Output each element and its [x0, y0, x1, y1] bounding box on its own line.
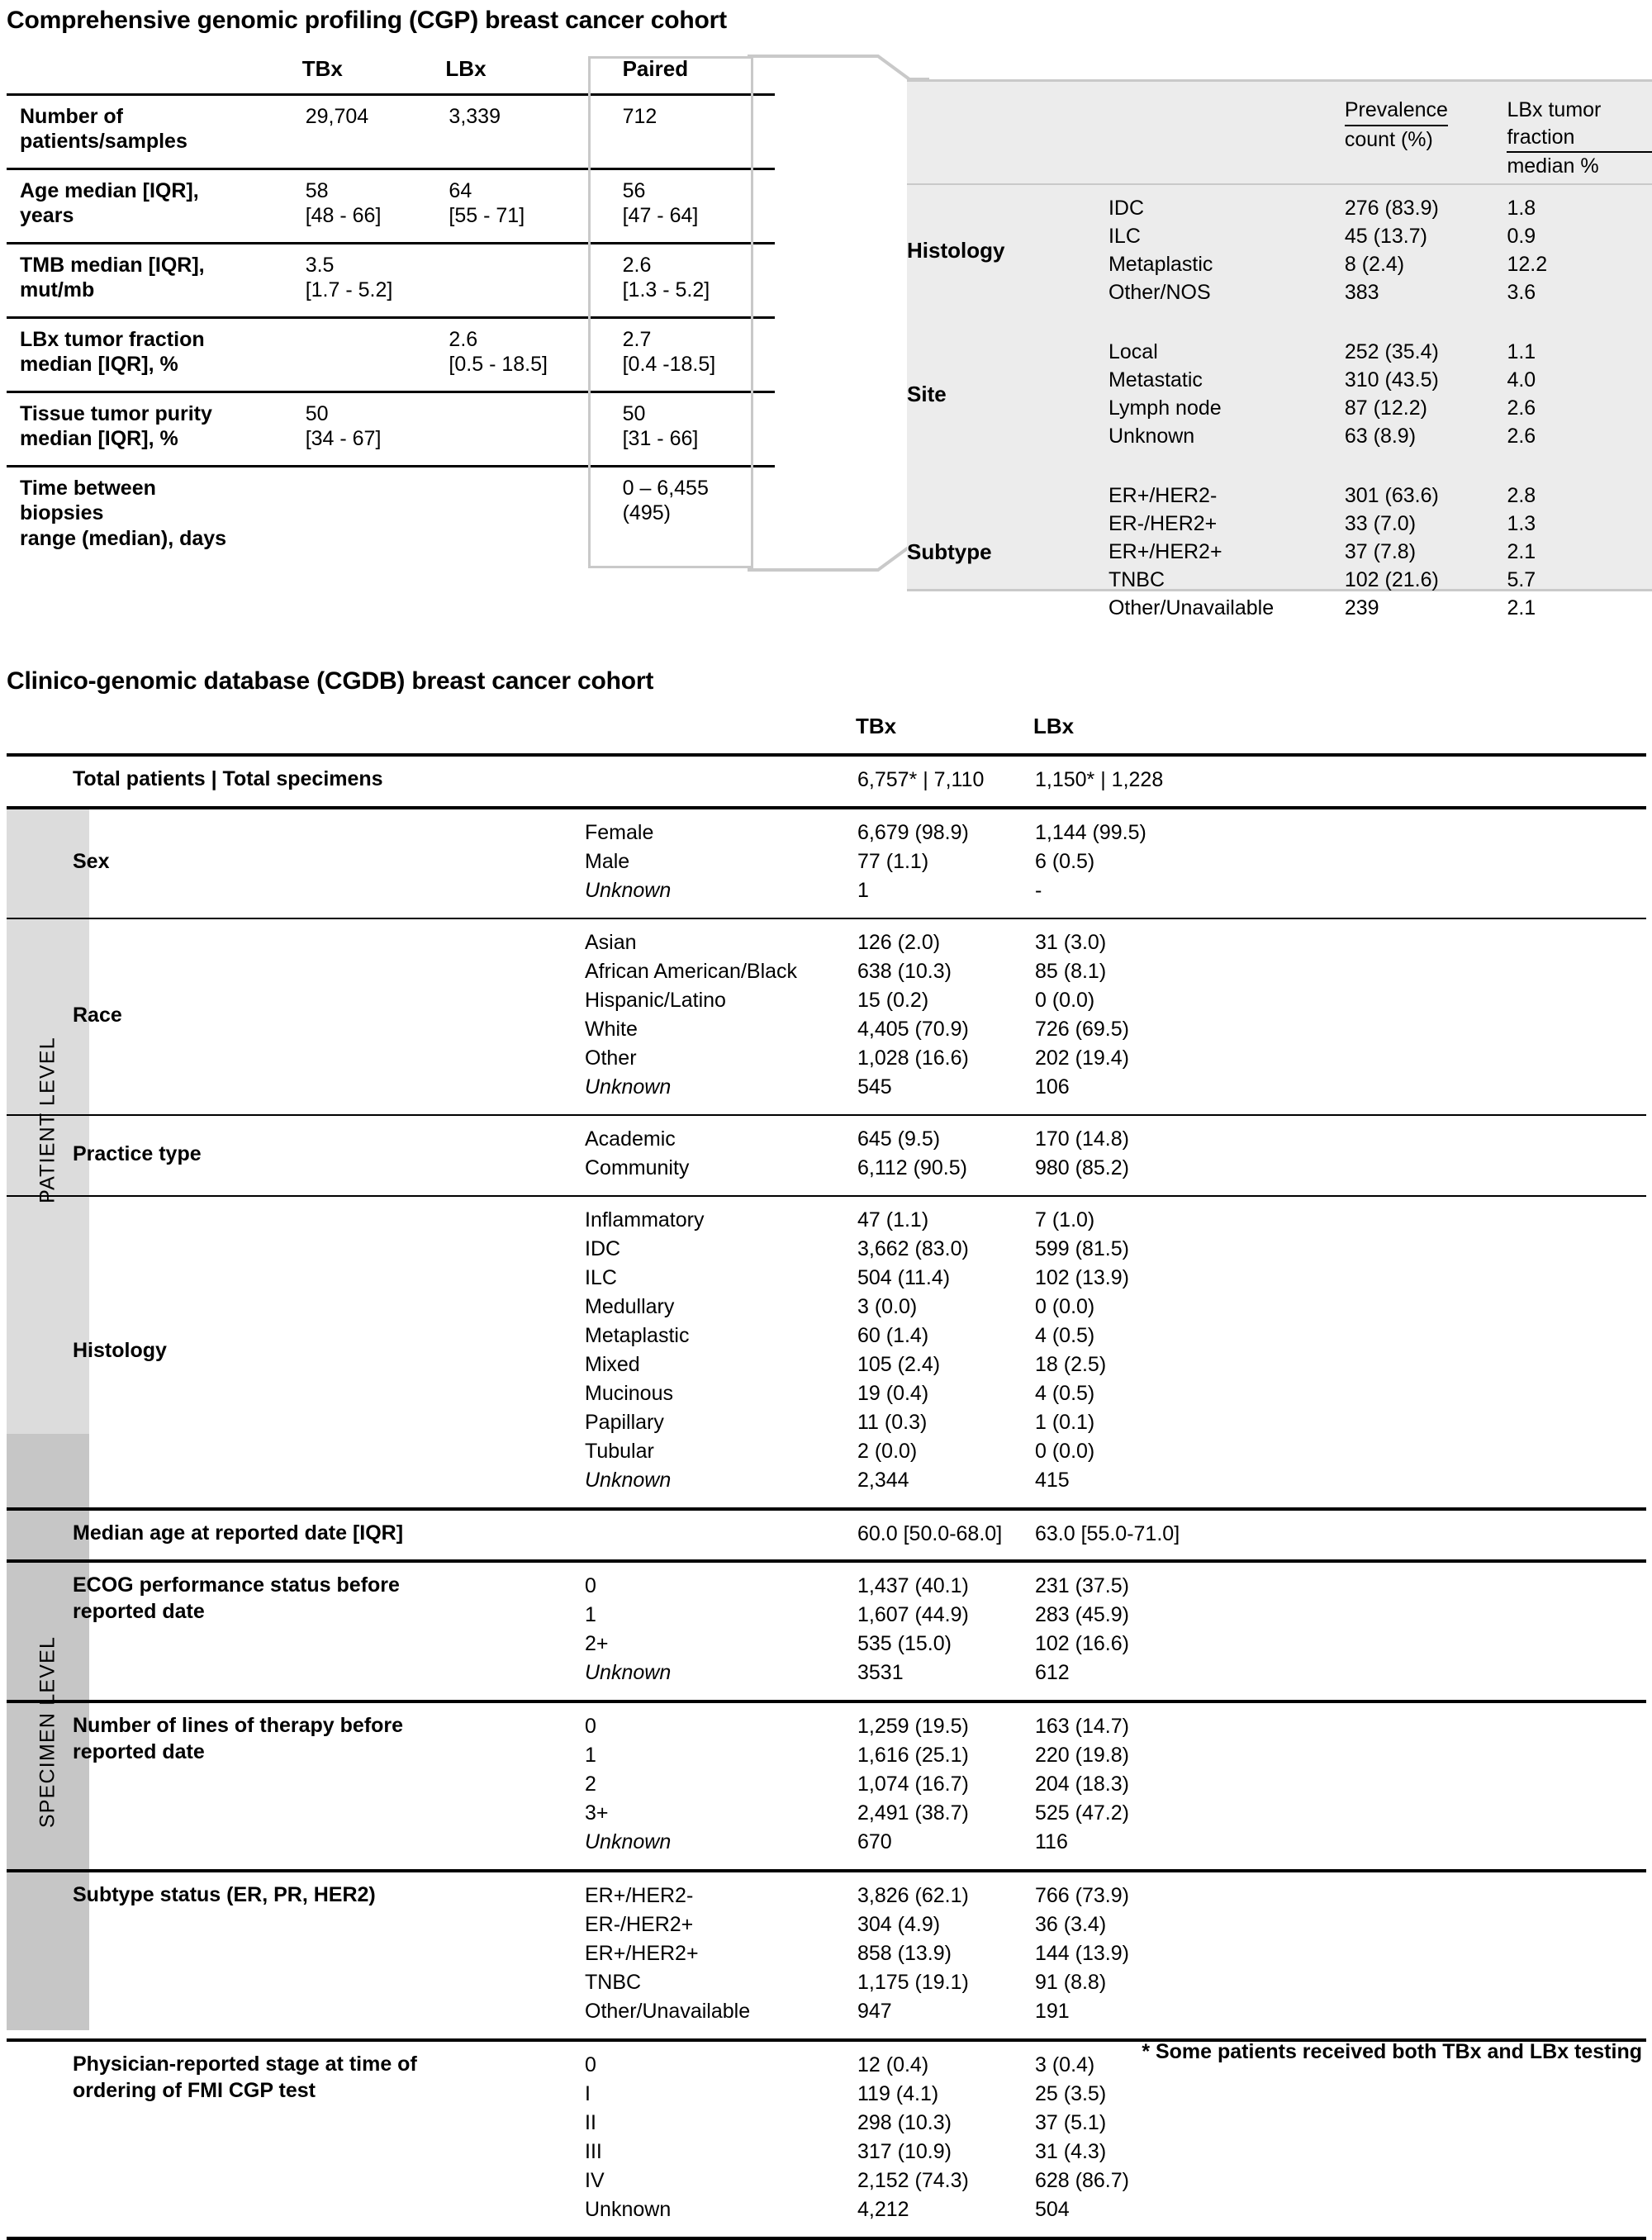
panel-group-site — [907, 329, 1652, 472]
cgp-summary-table — [7, 56, 775, 576]
cgdb-tbx-list: 1,437 (40.1) 1,607 (44.9) 535 (15.0) 3531 — [856, 1561, 1033, 1701]
cgp-row-label: TMB median [IQR], mut/mb — [7, 243, 302, 317]
table-row-race — [7, 918, 1646, 1115]
cgdb-lbx-list: 766 (73.9) 36 (3.4) 144 (13.9) 91 (8.8) 191 — [1033, 1871, 1223, 2040]
cgdb-section-label: ECOG performance status before reported date — [55, 1561, 583, 1701]
panel-group-subtype — [907, 472, 1652, 631]
cgp-cell-lbx — [445, 392, 605, 466]
cgdb-section-label: Number of lines of therapy before reported date — [55, 1701, 583, 1871]
cgp-header-row — [7, 56, 775, 94]
table-row-ecog — [7, 1561, 1646, 1701]
cgdb-category-list: ER+/HER2- ER-/HER2+ ER+/HER2+ TNBC Other/Unavailable — [583, 1871, 856, 2040]
cgdb-total-lbx: 1,150* | 1,228 — [1033, 755, 1223, 808]
cgp-cell-lbx: 2.6 [0.5 - 18.5] — [445, 317, 605, 392]
panel-header-row — [907, 82, 1652, 184]
panel-group-histology — [907, 185, 1652, 329]
cgdb-section-label: Race — [55, 918, 583, 1115]
cgp-row-label: Tissue tumor purity median [IQR], % — [7, 392, 302, 466]
cgp-row-label-line2: patients/samples — [20, 130, 188, 153]
callout-connector — [748, 55, 929, 572]
cgdb-col-lbx: LBx — [1033, 714, 1075, 738]
level-band-specimen-label: SPECIMEN LEVEL — [36, 1635, 59, 1829]
table-row — [7, 392, 775, 466]
cgdb-lbx-list: 170 (14.8) 980 (85.2) — [1033, 1115, 1223, 1196]
cgp-cell-tbx: 29,704 — [302, 94, 446, 168]
panel-prevalence-list: 252 (35.4) 310 (43.5) 87 (12.2) 63 (8.9) — [1344, 339, 1439, 448]
cgdb-category-list: Academic Community — [583, 1115, 856, 1196]
cgp-cell-tbx — [302, 317, 446, 392]
table-row-lines-of-therapy — [7, 1701, 1646, 1871]
paired-detail-panel — [907, 79, 1652, 619]
cgdb-lbx-list: 231 (37.5) 283 (45.9) 102 (16.6) 612 — [1033, 1561, 1223, 1701]
cgdb-total-tbx: 6,757* | 7,110 — [856, 755, 1033, 808]
cgdb-section-label: Subtype status (ER, PR, HER2) — [55, 1871, 583, 2040]
cgp-col-lbx: LBx — [445, 56, 487, 81]
panel-prevalence-list: 301 (63.6) 33 (7.0) 37 (7.8) 102 (21.6) 239 — [1344, 483, 1439, 619]
panel-group-label: Histology — [907, 237, 1005, 263]
cgdb-category-list: Inflammatory IDC ILC Medullary Metaplastic Mixed Mucinous Papillary Tubular Unknown — [583, 1196, 856, 1509]
table-row-subtype-status — [7, 1871, 1646, 2040]
cgdb-tbx-list: 12 (0.4) 119 (4.1) 298 (10.3) 317 (10.9) 2,152 (74.3) 4,212 — [856, 2040, 1033, 2238]
cgp-cell-paired: 0 – 6,455 (495) — [606, 466, 775, 576]
panel-prevalence-list: 276 (83.9) 45 (13.7) 8 (2.4) 383 — [1344, 196, 1439, 304]
panel-category-list: IDC ILC Metaplastic Other/NOS — [1108, 196, 1213, 304]
cgdb-section-label: Physician-reported stage at time of ordering of FMI CGP test — [55, 2040, 583, 2238]
cgdb-lbx-list: 7 (1.0) 599 (81.5) 102 (13.9) 0 (0.0) 4 (0.5) 18 (2.5) 4 (0.5) 1 (0.1) 0 (0.0) 415 — [1033, 1196, 1223, 1509]
cgp-col-blank — [7, 56, 302, 94]
cgdb-category-list: 0 1 2 3+ Unknown — [583, 1701, 856, 1871]
table-row — [7, 243, 775, 317]
cgdb-category-list: Asian African American/Black Hispanic/Latino White Other Unknown — [583, 918, 856, 1115]
cgdb-header-row — [7, 712, 1646, 755]
table-row — [7, 168, 775, 243]
cgdb-tbx-list: 645 (9.5) 6,112 (90.5) — [856, 1115, 1033, 1196]
cgp-row-label: Age median [IQR], years — [7, 168, 302, 243]
footnote: * Some patients received both TBx and LBx testing — [1142, 2040, 1642, 2063]
cgdb-tbx-list: 6,679 (98.9) 77 (1.1) 1 — [856, 808, 1033, 918]
table-row — [7, 317, 775, 392]
cgp-cell-lbx — [445, 243, 605, 317]
panel-hdr-tumor-fraction: LBx tumor fraction median % — [1507, 82, 1652, 184]
panel-category-list: ER+/HER2- ER-/HER2+ ER+/HER2+ TNBC Other/Unavailable — [1108, 483, 1275, 619]
cgdb-lbx-list: 1,144 (99.5) 6 (0.5) - — [1033, 808, 1223, 918]
cgp-row-label: LBx tumor fraction median [IQR], % — [7, 317, 302, 392]
cgp-col-paired: Paired — [622, 56, 689, 81]
cgdb-lbx-list: 3 (0.4) 25 (3.5) 37 (5.1) 31 (4.3) 628 (86.7) 504 — [1033, 2040, 1223, 2238]
table-row — [7, 94, 775, 168]
cgp-cell-paired: 50 [31 - 66] — [606, 392, 775, 466]
cgp-cell-lbx — [445, 466, 605, 576]
cgdb-tbx-list: 3,826 (62.1) 304 (4.9) 858 (13.9) 1,175 (19.1) 947 — [856, 1871, 1033, 2040]
cgp-cell-lbx: 64 [55 - 71] — [445, 168, 605, 243]
table-row-stage — [7, 2040, 1646, 2238]
cgdb-category-list: 0 I II III IV Unknown — [583, 2040, 856, 2238]
cgdb-summary-table — [7, 712, 1646, 2240]
cgp-cell-lbx: 3,339 — [445, 94, 605, 168]
cgdb-tbx-list: 126 (2.0) 638 (10.3) 15 (0.2) 4,405 (70.9) 1,028 (16.6) 545 — [856, 918, 1033, 1115]
level-band-patient-label: PATIENT LEVEL — [36, 1037, 59, 1203]
cgp-cell-tbx — [302, 466, 446, 576]
panel-group-label: Subtype — [907, 539, 992, 564]
panel-category-list: Local Metastatic Lymph node Unknown — [1108, 339, 1222, 448]
cgdb-lbx-value: 63.0 [55.0-71.0] — [1033, 1509, 1223, 1562]
table-row-practice-type — [7, 1115, 1646, 1196]
panel-fraction-list: 2.8 1.3 2.1 5.7 2.1 — [1507, 483, 1536, 619]
cgp-cell-tbx: 3.5 [1.7 - 5.2] — [302, 243, 446, 317]
cgdb-section-label: Histology — [55, 1196, 583, 1509]
cgp-cell-tbx: 58 [48 - 66] — [302, 168, 446, 243]
cgp-cell-paired: 2.6 [1.3 - 5.2] — [606, 243, 775, 317]
cgp-cell-paired: 712 — [606, 94, 775, 168]
cgdb-section-label: Practice type — [55, 1115, 583, 1196]
cgp-cell-paired: 56 [47 - 64] — [606, 168, 775, 243]
panel-group-label: Site — [907, 381, 947, 406]
cgdb-total-label: Total patients | Total specimens — [55, 755, 856, 808]
cgp-row-label: Time between biopsies range (median), days — [7, 466, 302, 576]
panel-hdr-blank — [907, 82, 1108, 184]
cgdb-tbx-value: 60.0 [50.0-68.0] — [856, 1509, 1033, 1562]
table-row — [7, 466, 775, 576]
panel-hdr-blank2 — [1108, 82, 1345, 184]
table-row-total — [7, 755, 1646, 808]
cgdb-section-label: Sex — [55, 808, 583, 918]
panel-fraction-list: 1.8 0.9 12.2 3.6 — [1507, 196, 1548, 304]
panel-hdr-prevalence: Prevalence count (%) — [1344, 98, 1448, 151]
cgp-cell-paired: 2.7 [0.4 -18.5] — [606, 317, 775, 392]
cgdb-category-list: Female Male Unknown — [583, 808, 856, 918]
cgdb-section-label: Median age at reported date [IQR] — [55, 1509, 856, 1562]
table-row-sex — [7, 808, 1646, 918]
table-row-histology — [7, 1196, 1646, 1509]
cgp-row-label — [7, 94, 302, 168]
cgp-col-tbx: TBx — [301, 56, 343, 81]
cgdb-tbx-list: 47 (1.1) 3,662 (83.0) 504 (11.4) 3 (0.0) 60 (1.4) 105 (2.4) 19 (0.4) 11 (0.3) 2 (0.0) 2,344 — [856, 1196, 1033, 1509]
cgdb-lbx-list: 163 (14.7) 220 (19.8) 204 (18.3) 525 (47.2) 116 — [1033, 1701, 1223, 1871]
cgp-row-label-line1: Number of — [20, 104, 123, 128]
cgdb-col-tbx: TBx — [856, 714, 897, 738]
table-row-median-age — [7, 1509, 1646, 1562]
page-title-cgp: Comprehensive genomic profiling (CGP) breast cancer cohort — [7, 7, 727, 34]
cgdb-category-list: 0 1 2+ Unknown — [583, 1561, 856, 1701]
cgdb-lbx-list: 31 (3.0) 85 (8.1) 0 (0.0) 726 (69.5) 202 (19.4) 106 — [1033, 918, 1223, 1115]
panel-fraction-list: 1.1 4.0 2.6 2.6 — [1507, 339, 1536, 448]
page-title-cgdb: Clinico-genomic database (CGDB) breast cancer cohort — [7, 667, 654, 695]
cgdb-tbx-list: 1,259 (19.5) 1,616 (25.1) 1,074 (16.7) 2,491 (38.7) 670 — [856, 1701, 1033, 1871]
cgp-cell-tbx: 50 [34 - 67] — [302, 392, 446, 466]
